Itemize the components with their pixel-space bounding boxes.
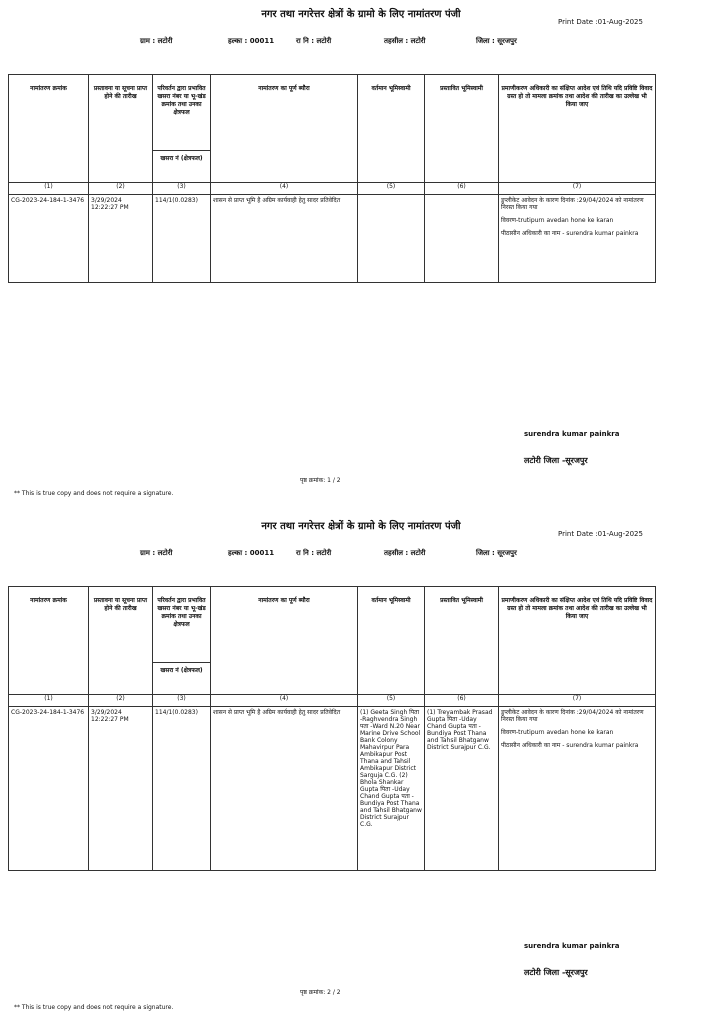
header-mutation-no: नामांतरण क्रमांक bbox=[9, 75, 89, 183]
meta-zila: जिला : सूरजपुर bbox=[476, 549, 517, 557]
column-number: (2) bbox=[89, 183, 153, 195]
column-number: (5) bbox=[358, 183, 425, 195]
column-number: (1) bbox=[9, 695, 89, 707]
column-number: (2) bbox=[89, 695, 153, 707]
header-remarks: प्रमाणीकरण अधिकारी का संक्षिप्त आदेश एवं तिथि यदि प्रविष्टि विवाद ग्रस्त हो तो मामला क्रमांक तथा आदेश की तारीख का उल्लेख भी किया जाए bbox=[499, 587, 656, 695]
meta-ra-ni: रा नि : लटोरी bbox=[296, 37, 332, 45]
column-number: (1) bbox=[9, 183, 89, 195]
header-details: नामांतरण का पूर्ण ब्यौरा bbox=[211, 75, 358, 183]
cell-khasra: 114/1(0.0283) bbox=[153, 195, 211, 283]
header-date: प्रस्तावना या सूचना प्राप्त होने की तारीख bbox=[89, 587, 153, 695]
header-proposed-owner: प्रस्तावित भूमिस्वामी bbox=[425, 587, 499, 695]
meta-halka: हल्का : 00011 bbox=[228, 37, 275, 45]
signer-place: लटोरी जिला -सूरजपुर bbox=[524, 456, 588, 465]
header-current-owner: वर्तमान भूमिस्वामी bbox=[358, 587, 425, 695]
remark-line: विवरण-trutipurn avedan hone ke karan bbox=[501, 729, 614, 736]
location-meta bbox=[0, 549, 722, 559]
meta-gram: ग्राम : लटोरी bbox=[140, 37, 173, 45]
cell-proposed-owner: (1) Treyambak Prasad Gupta पिता -Uday Chand Gupta पता - Bundiya Post Thana and Tahsil Bhatganw District Surajpur C.G. bbox=[425, 707, 499, 871]
cell-details: शासन से प्राप्त भूमि है अग्रिम कार्यवाही हेतु सादर प्रतिवेदित bbox=[211, 195, 358, 283]
register-page-2 bbox=[0, 512, 722, 1017]
meta-zila: जिला : सूरजपुर bbox=[476, 37, 517, 45]
header-mutation-no: नामांतरण क्रमांक bbox=[9, 587, 89, 695]
header-khasra bbox=[153, 75, 211, 183]
register-page-1 bbox=[0, 0, 722, 505]
header-remarks: प्रमाणीकरण अधिकारी का संक्षिप्त आदेश एवं तिथि यदि प्रविष्टि विवाद ग्रस्त हो तो मामला क्रमांक तथा आदेश की तारीख का उल्लेख भी किया जाए bbox=[499, 75, 656, 183]
column-number-row bbox=[9, 695, 656, 707]
table-row bbox=[9, 195, 656, 283]
header-proposed-owner: प्रस्तावित भूमिस्वामी bbox=[425, 75, 499, 183]
remark-line: विवरण-trutipurn avedan hone ke karan bbox=[501, 217, 614, 224]
cell-remarks bbox=[499, 707, 656, 871]
meta-halka: हल्का : 00011 bbox=[228, 549, 275, 557]
remark-line: पीठासीन अधिकारी का नाम - surendra kumar painkra bbox=[501, 742, 639, 749]
header-date: प्रस्तावना या सूचना प्राप्त होने की तारीख bbox=[89, 75, 153, 183]
header-khasra bbox=[153, 587, 211, 695]
cell-proposed-owner bbox=[425, 195, 499, 283]
column-number: (6) bbox=[425, 183, 499, 195]
signer-name: surendra kumar painkra bbox=[524, 942, 620, 950]
header-khasra-top: परिवर्तन द्वारा प्रभावित खसरा नंबर या भू-खंड क्रमांक तथा उनका क्षेत्रफल bbox=[153, 587, 210, 663]
meta-tehsil: तहसील : लटोरी bbox=[384, 549, 426, 557]
print-date: Print Date :01-Aug-2025 bbox=[558, 530, 643, 538]
column-number: (5) bbox=[358, 695, 425, 707]
column-number: (3) bbox=[153, 183, 211, 195]
column-number-row bbox=[9, 183, 656, 195]
column-number: (6) bbox=[425, 695, 499, 707]
signer-name: surendra kumar painkra bbox=[524, 430, 620, 438]
header-khasra-bottom: खसरा नं (क्षेत्रफल) bbox=[160, 667, 203, 674]
cell-khasra: 114/1(0.0283) bbox=[153, 707, 211, 871]
page-title: नगर तथा नगरेत्तर क्षेत्रों के ग्रामो के लिए नामांतरण पंजी bbox=[261, 521, 461, 532]
header-khasra-top: परिवर्तन द्वारा प्रभावित खसरा नंबर या भू-खंड क्रमांक तथा उनका क्षेत्रफल bbox=[153, 75, 210, 151]
column-number: (3) bbox=[153, 695, 211, 707]
page-number: पृष्ठ क्रमांक: 1 / 2 bbox=[300, 477, 341, 484]
remark-line: डुप्लीकेट आवेदन के कारण दिनांक :29/04/2024 को नामांतरण निरस्त किया गया bbox=[501, 709, 644, 723]
cell-date: 3/29/2024 12:22:27 PM bbox=[89, 195, 153, 283]
location-meta bbox=[0, 37, 722, 47]
column-number: (4) bbox=[211, 183, 358, 195]
page-title: नगर तथा नगरेत्तर क्षेत्रों के ग्रामो के लिए नामांतरण पंजी bbox=[261, 9, 461, 20]
signer-place: लटोरी जिला -सूरजपुर bbox=[524, 968, 588, 977]
cell-details: शासन से प्राप्त भूमि है अग्रिम कार्यवाही हेतु सादर प्रतिवेदित bbox=[211, 707, 358, 871]
cell-date: 3/29/2024 12:22:27 PM bbox=[89, 707, 153, 871]
table-header-row bbox=[9, 587, 656, 695]
cell-mutation-no: CG-2023-24-184-1-3476 bbox=[9, 707, 89, 871]
meta-tehsil: तहसील : लटोरी bbox=[384, 37, 426, 45]
cell-current-owner bbox=[358, 195, 425, 283]
mutation-register-table bbox=[8, 74, 656, 283]
remark-line: पीठासीन अधिकारी का नाम - surendra kumar painkra bbox=[501, 230, 639, 237]
cell-mutation-no: CG-2023-24-184-1-3476 bbox=[9, 195, 89, 283]
column-number: (7) bbox=[499, 183, 656, 195]
meta-gram: ग्राम : लटोरी bbox=[140, 549, 173, 557]
meta-ra-ni: रा नि : लटोरी bbox=[296, 549, 332, 557]
table-header-row bbox=[9, 75, 656, 183]
mutation-register-table bbox=[8, 586, 656, 871]
header-details: नामांतरण का पूर्ण ब्यौरा bbox=[211, 587, 358, 695]
cell-current-owner: (1) Geeta Singh पिता -Raghvendra Singh पता -Ward N.20 Near Marine Drive School Bank Colony Mahavirpur Para Ambikapur Post Thana and Tahsil Ambikapur District Sarguja C.G. (2) Bhola Shankar Gupta पिता -Uday Chand Gupta पता - Bundiya Post Thana and Tahsil Bhatganw District Surajpur C.G. bbox=[358, 707, 425, 871]
column-number: (4) bbox=[211, 695, 358, 707]
column-number: (7) bbox=[499, 695, 656, 707]
footnote: ** This is true copy and does not require a signature. bbox=[14, 490, 174, 497]
page-number: पृष्ठ क्रमांक: 2 / 2 bbox=[300, 989, 341, 996]
remark-line: डुप्लीकेट आवेदन के कारण दिनांक :29/04/2024 को नामांतरण निरस्त किया गया bbox=[501, 197, 644, 211]
print-date: Print Date :01-Aug-2025 bbox=[558, 18, 643, 26]
cell-remarks bbox=[499, 195, 656, 283]
header-current-owner: वर्तमान भूमिस्वामी bbox=[358, 75, 425, 183]
table-row bbox=[9, 707, 656, 871]
header-khasra-bottom: खसरा नं (क्षेत्रफल) bbox=[160, 155, 203, 162]
footnote: ** This is true copy and does not require a signature. bbox=[14, 1004, 174, 1011]
